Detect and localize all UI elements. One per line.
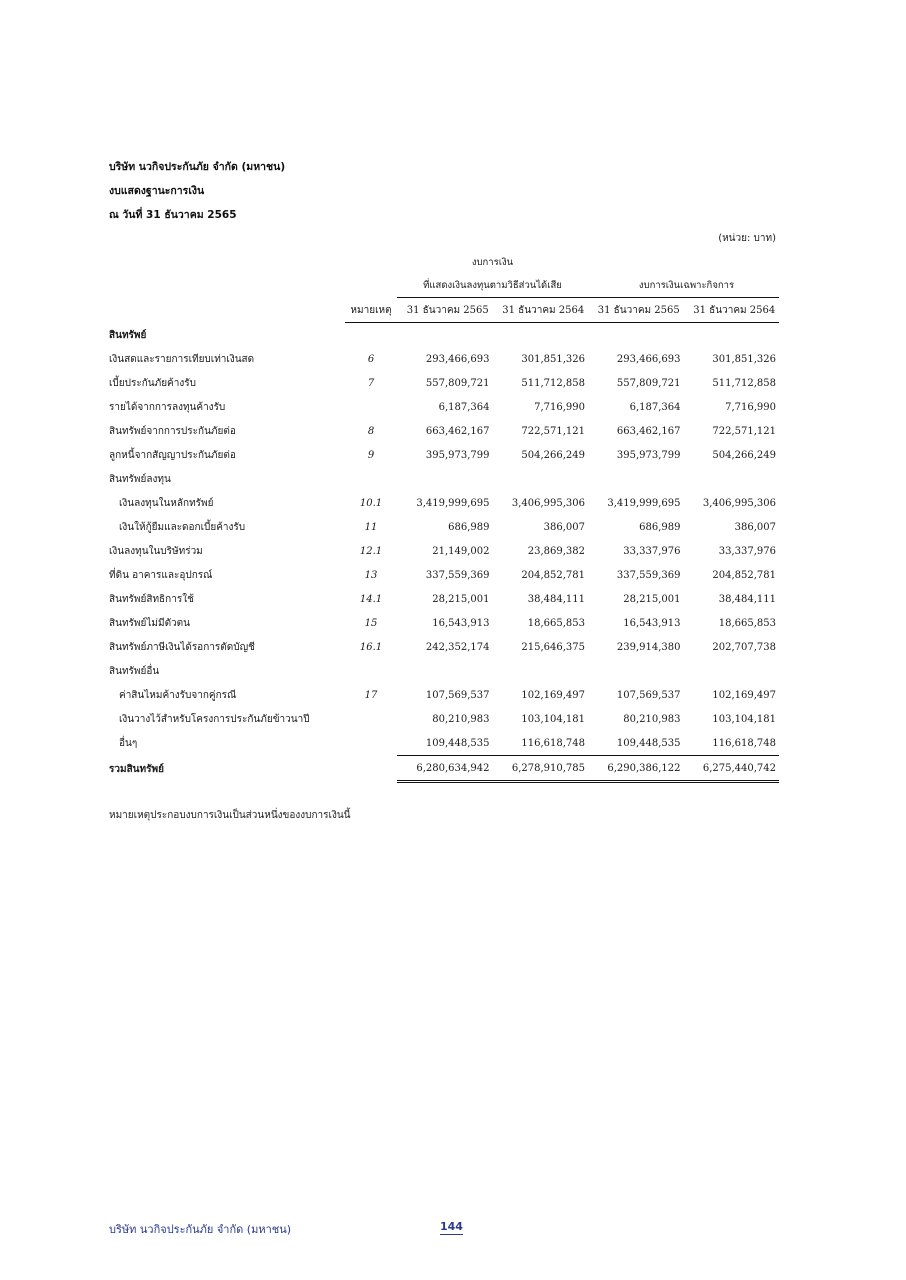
row-label: ลูกหนี้จากสัญญาประกันภัยต่อ: [109, 449, 236, 461]
total-value-3: 6,290,386,122: [588, 756, 684, 783]
row-note: 17: [364, 689, 378, 701]
row-value-4: 202,707,738: [712, 641, 776, 653]
row-note: 8: [367, 425, 375, 437]
row-value-2: [493, 467, 589, 491]
table-row: [109, 443, 779, 467]
table-row: [109, 539, 779, 563]
table-row: [109, 731, 779, 756]
page-number: 144: [440, 1220, 463, 1233]
section-title-assets: สินทรัพย์: [109, 329, 147, 341]
row-value-3: 663,462,167: [616, 425, 681, 437]
row-value-1: [397, 467, 493, 491]
row-value-2: 722,571,121: [521, 425, 585, 437]
group1-header-line1: งบการเงิน: [471, 256, 514, 268]
row-value-1: 80,210,983: [432, 713, 490, 725]
row-value-3: 557,809,721: [616, 377, 681, 389]
row-label: ค่าสินไหมค้างรับจากคู่กรณี: [119, 689, 237, 701]
row-note: 11: [364, 521, 378, 533]
row-value-1: 686,989: [448, 521, 490, 533]
group1-header-line2: ที่แสดงเงินลงทุนตามวิธีส่วนได้เสีย: [397, 274, 588, 298]
footer-company: บริษัท นวกิจประกันภัย จำกัด (มหาชน): [109, 1223, 292, 1236]
row-note: 13: [364, 569, 378, 581]
table-row: [109, 587, 779, 611]
row-label: เงินสดและรายการเทียบเท่าเงินสด: [109, 353, 255, 365]
total-value-2: 6,278,910,785: [493, 756, 589, 783]
row-value-3: 337,559,369: [616, 569, 681, 581]
table-row: [109, 659, 779, 683]
row-value-3: [588, 659, 684, 683]
row-value-4: 102,169,497: [712, 689, 776, 701]
table-row: [109, 395, 779, 419]
row-value-4: 3,406,995,306: [702, 497, 776, 509]
row-note: [345, 731, 397, 756]
row-value-2: 504,266,249: [521, 449, 585, 461]
row-label: สินทรัพย์อื่น: [109, 665, 160, 677]
row-label: เงินลงทุนในบริษัทร่วม: [109, 545, 203, 557]
statement-date: ณ วันที่ 31 ธันวาคม 2565: [109, 209, 237, 221]
row-value-4: [684, 659, 780, 683]
row-note: 16.1: [359, 641, 383, 653]
row-value-1: 395,973,799: [425, 449, 490, 461]
row-label: เบี้ยประกันภัยค้างรับ: [109, 377, 196, 389]
row-value-4: 204,852,781: [712, 569, 776, 581]
row-label: เงินวางไว้สำหรับโครงการประกันภัยข้าวนาปี: [119, 713, 310, 725]
statement-title: งบแสดงฐานะการเงิน: [109, 185, 205, 197]
row-note: 12.1: [359, 545, 383, 557]
table-row: [109, 467, 779, 491]
row-value-2: 511,712,858: [521, 377, 585, 389]
row-label: สินทรัพย์จากการประกันภัยต่อ: [109, 425, 236, 437]
row-note: 7: [367, 377, 375, 389]
row-value-4: 504,266,249: [712, 449, 776, 461]
row-value-1: 109,448,535: [397, 731, 493, 756]
row-label: ที่ดิน อาคารและอุปกรณ์: [109, 569, 213, 581]
row-value-4: 386,007: [734, 521, 776, 533]
row-value-1: 557,809,721: [425, 377, 490, 389]
table-row: [109, 611, 779, 635]
row-value-2: 38,484,111: [527, 593, 585, 605]
row-value-2: 301,851,326: [521, 353, 585, 365]
row-value-1: 3,419,999,695: [416, 497, 490, 509]
row-value-4: 511,712,858: [712, 377, 776, 389]
row-value-2: [493, 659, 589, 683]
row-note: [345, 467, 397, 491]
balance-sheet-table: [109, 250, 779, 783]
row-value-3: 395,973,799: [616, 449, 681, 461]
date-header-1: 31 ธันวาคม 2565: [397, 298, 493, 323]
row-value-1: 16,543,913: [432, 617, 490, 629]
row-value-2: 215,646,375: [521, 641, 585, 653]
row-value-2: 102,169,497: [521, 689, 585, 701]
table-row: [109, 635, 779, 659]
row-label: อื่นๆ: [119, 738, 138, 749]
row-value-4: 33,337,976: [718, 545, 776, 557]
table-row: [109, 347, 779, 371]
row-value-3: 16,543,913: [623, 617, 681, 629]
row-label: เงินลงทุนในหลักทรัพย์: [119, 497, 214, 509]
row-value-3: 80,210,983: [623, 713, 681, 725]
table-row: [109, 515, 779, 539]
row-value-3: 28,215,001: [623, 593, 681, 605]
row-value-2: 18,665,853: [527, 617, 585, 629]
row-value-2: 386,007: [543, 521, 585, 533]
row-note: [345, 659, 397, 683]
row-value-4: 18,665,853: [718, 617, 776, 629]
row-value-3: 107,569,537: [616, 689, 681, 701]
row-value-3: [588, 467, 684, 491]
row-value-3: 293,466,693: [616, 353, 681, 365]
row-note: 6: [367, 353, 375, 365]
row-value-1: 107,569,537: [425, 689, 490, 701]
date-header-4: 31 ธันวาคม 2564: [684, 298, 780, 323]
company-name: บริษัท นวกิจประกันภัย จำกัด (มหาชน): [109, 161, 286, 173]
table-row: [109, 683, 779, 707]
table-row: [109, 563, 779, 587]
row-value-4: 301,851,326: [712, 353, 776, 365]
row-value-1: 337,559,369: [425, 569, 490, 581]
row-value-3: 109,448,535: [588, 731, 684, 756]
table-row: [109, 707, 779, 731]
row-value-3: 6,187,364: [629, 401, 681, 413]
table-row: [109, 491, 779, 515]
row-value-4: 103,104,181: [712, 713, 776, 725]
row-value-4: 38,484,111: [718, 593, 776, 605]
row-value-2: 23,869,382: [527, 545, 585, 557]
date-header-3: 31 ธันวาคม 2565: [588, 298, 684, 323]
row-value-2: 3,406,995,306: [511, 497, 585, 509]
row-note: [345, 707, 397, 731]
total-value-1: 6,280,634,942: [397, 756, 493, 783]
unit-label: (หน่วย: บาท): [718, 233, 776, 244]
row-value-4: 722,571,121: [712, 425, 776, 437]
row-note: 9: [367, 449, 375, 461]
total-row: [109, 756, 779, 783]
row-label: สินทรัพย์ไม่มีตัวตน: [109, 617, 191, 629]
row-value-1: 6,187,364: [438, 401, 490, 413]
footnote: หมายเหตุประกอบงบการเงินเป็นส่วนหนึ่งของงบการเงินนี้: [109, 810, 351, 821]
row-value-2: 204,852,781: [521, 569, 585, 581]
row-value-1: 21,149,002: [432, 545, 490, 557]
row-value-1: [397, 659, 493, 683]
row-value-4: 7,716,990: [725, 401, 776, 413]
row-value-1: 663,462,167: [425, 425, 490, 437]
row-note: 15: [364, 617, 378, 629]
row-value-4: 116,618,748: [684, 731, 780, 756]
row-value-3: 33,337,976: [623, 545, 681, 557]
row-note: 10.1: [359, 497, 383, 509]
row-value-4: [684, 467, 780, 491]
row-label: สินทรัพย์ลงทุน: [109, 473, 171, 485]
table-row: [109, 419, 779, 443]
total-value-4: 6,275,440,742: [684, 756, 780, 783]
row-note: [345, 395, 397, 419]
group2-header: งบการเงินเฉพาะกิจการ: [588, 274, 779, 298]
date-header-2: 31 ธันวาคม 2564: [493, 298, 589, 323]
row-value-3: 239,914,380: [616, 641, 681, 653]
row-label: รายได้จากการลงทุนค้างรับ: [109, 401, 226, 413]
row-label: สินทรัพย์สิทธิการใช้: [109, 593, 194, 605]
row-value-3: 3,419,999,695: [607, 497, 681, 509]
row-value-3: 686,989: [639, 521, 681, 533]
row-value-2: 103,104,181: [521, 713, 585, 725]
total-label: รวมสินทรัพย์: [109, 764, 164, 775]
row-value-2: 116,618,748: [493, 731, 589, 756]
row-value-1: 28,215,001: [432, 593, 490, 605]
table-row: [109, 371, 779, 395]
row-note: 14.1: [359, 593, 383, 605]
note-column-header: หมายเหตุ: [345, 298, 397, 323]
row-value-1: 293,466,693: [425, 353, 490, 365]
row-label: เงินให้กู้ยืมและดอกเบี้ยค้างรับ: [119, 521, 246, 533]
row-label: สินทรัพย์ภาษีเงินได้รอการตัดบัญชี: [109, 641, 255, 653]
row-value-1: 242,352,174: [425, 641, 490, 653]
row-value-2: 7,716,990: [534, 401, 585, 413]
